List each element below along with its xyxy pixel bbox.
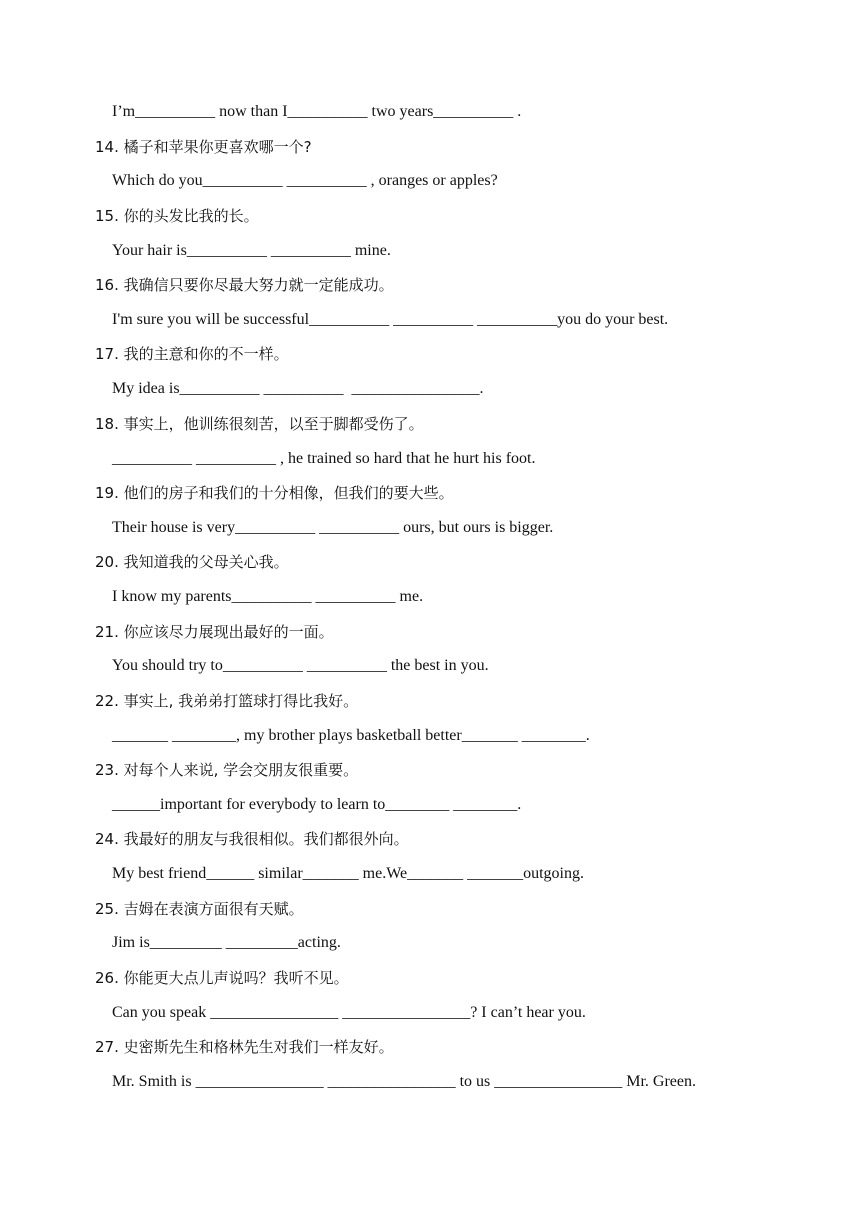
answer-line-25: Jim is_________ _________acting. <box>112 934 341 951</box>
question-20: 20. 我知道我的父母关心我。 <box>95 553 289 571</box>
question-23: 23. 对每个人来说, 学会交朋友很重要。 <box>95 761 359 779</box>
answer-line-20: I know my parents__________ __________ me. <box>112 588 424 605</box>
answer-line-13: I’m__________ now than I__________ two years__________ . <box>112 103 522 120</box>
question-15: 15. 你的头发比我的长。 <box>95 207 259 225</box>
question-26: 26. 你能更大点儿声说吗？我听不见。 <box>95 969 349 987</box>
answer-line-23: ______important for everybody to learn to________ ________. <box>112 796 522 813</box>
question-19: 19. 他们的房子和我们的十分相像，但我们的要大些。 <box>95 484 454 502</box>
answer-line-15: Your hair is__________ __________ mine. <box>112 242 391 259</box>
answer-line-18: __________ __________ , he trained so hard that he hurt his foot. <box>112 450 536 467</box>
question-18: 18. 事实上，他训练很刻苦，以至于脚都受伤了。 <box>95 415 424 433</box>
question-14: 14. 橘子和苹果你更喜欢哪一个? <box>95 138 312 156</box>
answer-line-17: My idea is__________ __________ ________________. <box>112 380 484 397</box>
answer-line-16: I'm sure you will be successful__________ __________ __________you do your best. <box>112 311 669 328</box>
question-22: 22. 事实上, 我弟弟打篮球打得比我好。 <box>95 692 359 710</box>
answer-line-19: Their house is very__________ __________ ours, but ours is bigger. <box>112 519 554 536</box>
answer-line-24: My best friend______ similar_______ me.We_______ _______outgoing. <box>112 865 584 882</box>
question-25: 25. 吉姆在表演方面很有天赋。 <box>95 900 304 918</box>
answer-line-22: _______ ________, my brother plays basketball better_______ ________. <box>112 727 590 744</box>
question-27: 27. 史密斯先生和格林先生对我们一样友好。 <box>95 1038 394 1056</box>
answer-line-27: Mr. Smith is ________________ ________________ to us ________________ Mr. Green. <box>112 1073 697 1090</box>
answer-line-26: Can you speak ________________ ________________? I can’t hear you. <box>112 1004 586 1021</box>
question-21: 21. 你应该尽力展现出最好的一面。 <box>95 623 334 641</box>
answer-line-21: You should try to__________ __________ the best in you. <box>112 657 489 674</box>
question-24: 24. 我最好的朋友与我很相似。我们都很外向。 <box>95 830 409 848</box>
question-16: 16. 我确信只要你尽最大努力就一定能成功。 <box>95 276 394 294</box>
answer-line-14: Which do you__________ __________ , oranges or apples? <box>112 172 498 189</box>
question-17: 17. 我的主意和你的不一样。 <box>95 345 289 363</box>
